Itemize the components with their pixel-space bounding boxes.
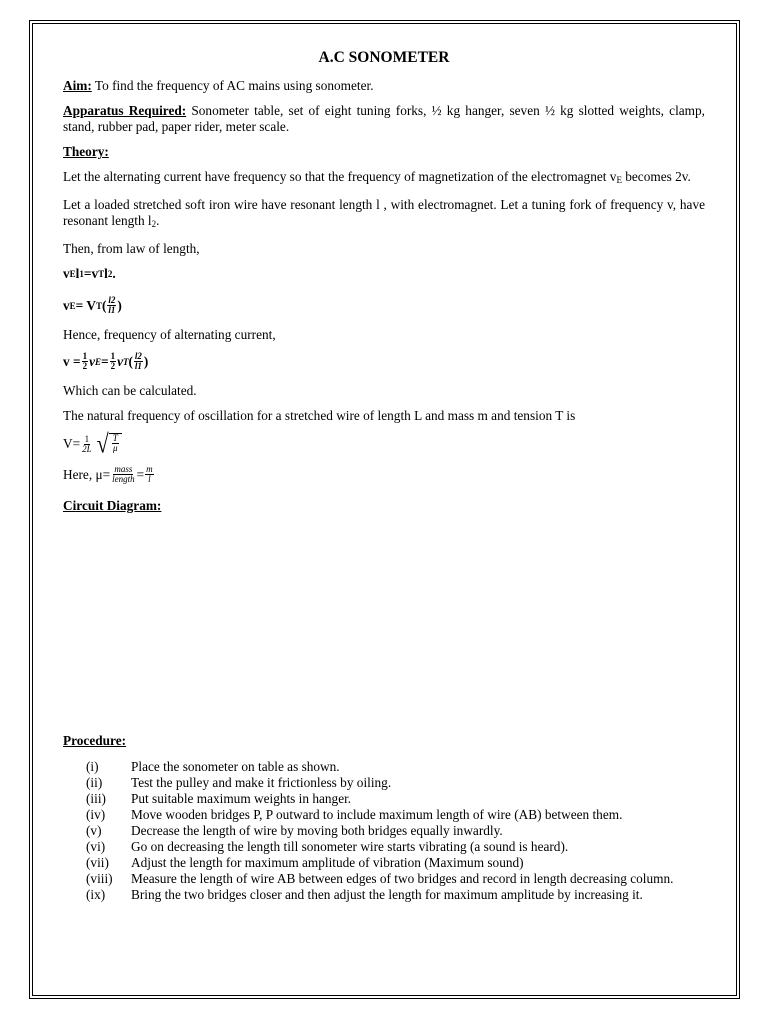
step-number: (ix) xyxy=(86,887,106,902)
step-text: Measure the length of wire AB between edges of two bridges and record in length decreasing column. xyxy=(131,871,674,886)
equation-law-of-length xyxy=(63,266,705,282)
procedure-step xyxy=(63,775,705,791)
eq1-sub-2: 2 xyxy=(107,269,113,279)
sqrt-sign-icon: √ xyxy=(96,428,109,459)
eq3-nu-e: ν xyxy=(89,353,95,369)
eq3-sub-e: E xyxy=(94,356,101,367)
eq4-sqrt-fraction xyxy=(112,434,119,455)
theory-p1-text: Let the alternating current have frequency so that the frequency of magnetization of the electromagnet v xyxy=(63,169,617,184)
eq5-fraction-2 xyxy=(145,465,154,484)
step-number: (vii) xyxy=(86,855,109,870)
aim-paragraph xyxy=(63,78,705,94)
apparatus-paragraph xyxy=(63,103,705,135)
procedure-list xyxy=(63,759,705,903)
eq1-v2: v xyxy=(91,266,99,281)
apparatus-text: Sonometer table, set of eight tuning forks, ½ kg hanger, seven ½ kg slotted weights, clamp, stand, rubber pad, paper rider, meter scale. xyxy=(63,103,705,134)
eq2-sub-e: E xyxy=(69,300,76,311)
eq1-sub-t: T xyxy=(98,269,105,279)
step-number: (iii) xyxy=(86,791,106,806)
procedure-step xyxy=(63,807,705,823)
eq5-num2: m xyxy=(146,464,153,474)
eq3-half-2 xyxy=(110,352,117,371)
step-number: (i) xyxy=(86,759,99,774)
eq4-num: 1 xyxy=(84,433,90,444)
eq3-half xyxy=(82,352,89,371)
step-number: (viii) xyxy=(86,871,113,886)
eq1-sub-1: 1 xyxy=(79,269,84,279)
step-text: Move wooden bridges P, P outward to include maximum length of wire (AB) between them. xyxy=(131,807,623,822)
eq1-sub-e: E xyxy=(69,269,76,279)
eq4-radicand xyxy=(109,433,122,455)
equation-natural-frequency xyxy=(63,428,705,459)
eq3-v: v = xyxy=(63,353,81,369)
theory-paragraph-3: Then, from law of length, xyxy=(63,241,200,256)
eq2-sub-t: T xyxy=(95,300,102,311)
eq3-half-den: 2 xyxy=(82,361,88,371)
eq4-sq-den: μ xyxy=(112,443,118,453)
step-text: Place the sonometer on table as shown. xyxy=(131,759,340,774)
eq2-open: ( xyxy=(101,297,107,313)
step-text: Go on decreasing the length till sonometer wire starts vibrating (a sound is heard). xyxy=(131,839,569,854)
circuit-label: Circuit Diagram: xyxy=(63,498,162,513)
step-number: (ii) xyxy=(86,775,103,790)
eq2-den: l1 xyxy=(108,305,116,315)
theory-paragraph-6: The natural frequency of oscillation for a stretched wire of length L and mass m and tension T is xyxy=(63,408,576,423)
procedure-heading xyxy=(63,733,705,749)
eq5-den1: length xyxy=(112,474,135,484)
aim-label: Aim: xyxy=(63,78,92,93)
theory-label: Theory: xyxy=(63,144,109,159)
eq3-half2-num: 1 xyxy=(110,351,116,361)
procedure-step xyxy=(63,759,705,775)
equation-ve xyxy=(63,296,705,315)
eq3-nu-t: ν xyxy=(117,353,123,369)
theory-paragraph-2 xyxy=(63,197,705,232)
page-title: A.C SONOMETER xyxy=(318,49,450,66)
document-content xyxy=(63,50,705,903)
procedure-step xyxy=(63,823,705,839)
theory-paragraph-4: Hence, frequency of alternating current, xyxy=(63,327,276,342)
step-text: Bring the two bridges closer and then adjust the length for maximum amplitude by increasing it. xyxy=(131,887,643,902)
eq5-equals: = xyxy=(136,466,145,482)
procedure-step xyxy=(63,791,705,807)
eq2-fraction xyxy=(107,296,116,315)
theory-p1-end: becomes 2v. xyxy=(621,169,691,184)
circuit-heading xyxy=(63,498,705,514)
here-mu-text: Here, μ= xyxy=(63,466,111,482)
eq3-fraction xyxy=(134,352,143,371)
eq2-v: v xyxy=(63,297,70,313)
apparatus-label: Apparatus Required: xyxy=(63,103,187,118)
aim-text: To find the frequency of AC mains using sonometer. xyxy=(91,78,374,93)
eq5-num1: mass xyxy=(114,464,133,474)
eq4-den: 2L xyxy=(82,443,92,454)
theory-paragraph-5: Which can be calculated. xyxy=(63,383,197,398)
procedure-step xyxy=(63,871,705,887)
eq1-l2: l xyxy=(104,266,108,281)
eq3-equals: = xyxy=(100,353,109,369)
eq3-den: l1 xyxy=(134,361,142,371)
step-number: (v) xyxy=(86,823,102,838)
eq2-equals-v: = V xyxy=(75,297,96,313)
circuit-diagram-area xyxy=(63,523,705,733)
eq1-v: v xyxy=(63,266,70,281)
step-text: Put suitable maximum weights in hanger. xyxy=(131,791,352,806)
eq1-l: l xyxy=(75,266,80,281)
eq1-equals: = xyxy=(83,266,92,281)
theory-paragraph-1 xyxy=(63,169,705,188)
theory-p2-end: . xyxy=(156,213,160,228)
step-text: Test the pulley and make it frictionless by oiling. xyxy=(131,775,392,790)
equation-frequency xyxy=(63,352,705,371)
equation-linear-density xyxy=(63,465,705,484)
eq2-num: l2 xyxy=(108,295,116,305)
step-text: Decrease the length of wire by moving both bridges equally inwardly. xyxy=(131,823,503,838)
eq1-dot: . xyxy=(112,266,116,281)
eq4-v: V= xyxy=(63,436,81,451)
theory-p2-sub: 2 xyxy=(151,219,157,229)
eq2-close: ) xyxy=(117,297,122,313)
procedure-step xyxy=(63,855,705,871)
procedure-step xyxy=(63,887,705,903)
step-number: (vi) xyxy=(86,839,106,854)
eq4-fraction xyxy=(81,435,93,454)
eq3-sub-t: T xyxy=(122,356,129,367)
eq3-num: l2 xyxy=(134,351,142,361)
theory-p2-text: Let a loaded stretched soft iron wire have resonant length l , with electromagnet. Let a tuning fork of frequency v, have resonant length l xyxy=(63,197,705,228)
eq4-sq-num: T xyxy=(112,433,118,443)
theory-p1-sub: E xyxy=(616,175,622,185)
eq3-half2-den: 2 xyxy=(110,361,116,371)
eq3-open: ( xyxy=(128,353,133,369)
procedure-label: Procedure: xyxy=(63,733,127,748)
eq3-close: ) xyxy=(143,353,149,369)
eq4-sqrt xyxy=(96,428,122,459)
eq5-fraction-1 xyxy=(111,465,136,484)
eq3-half-num: 1 xyxy=(82,351,88,361)
procedure-step xyxy=(63,839,705,855)
eq5-den2: l xyxy=(148,474,151,484)
theory-heading xyxy=(63,144,705,160)
step-number: (iv) xyxy=(86,807,106,822)
step-text: Adjust the length for maximum amplitude of vibration (Maximum sound) xyxy=(131,855,524,870)
